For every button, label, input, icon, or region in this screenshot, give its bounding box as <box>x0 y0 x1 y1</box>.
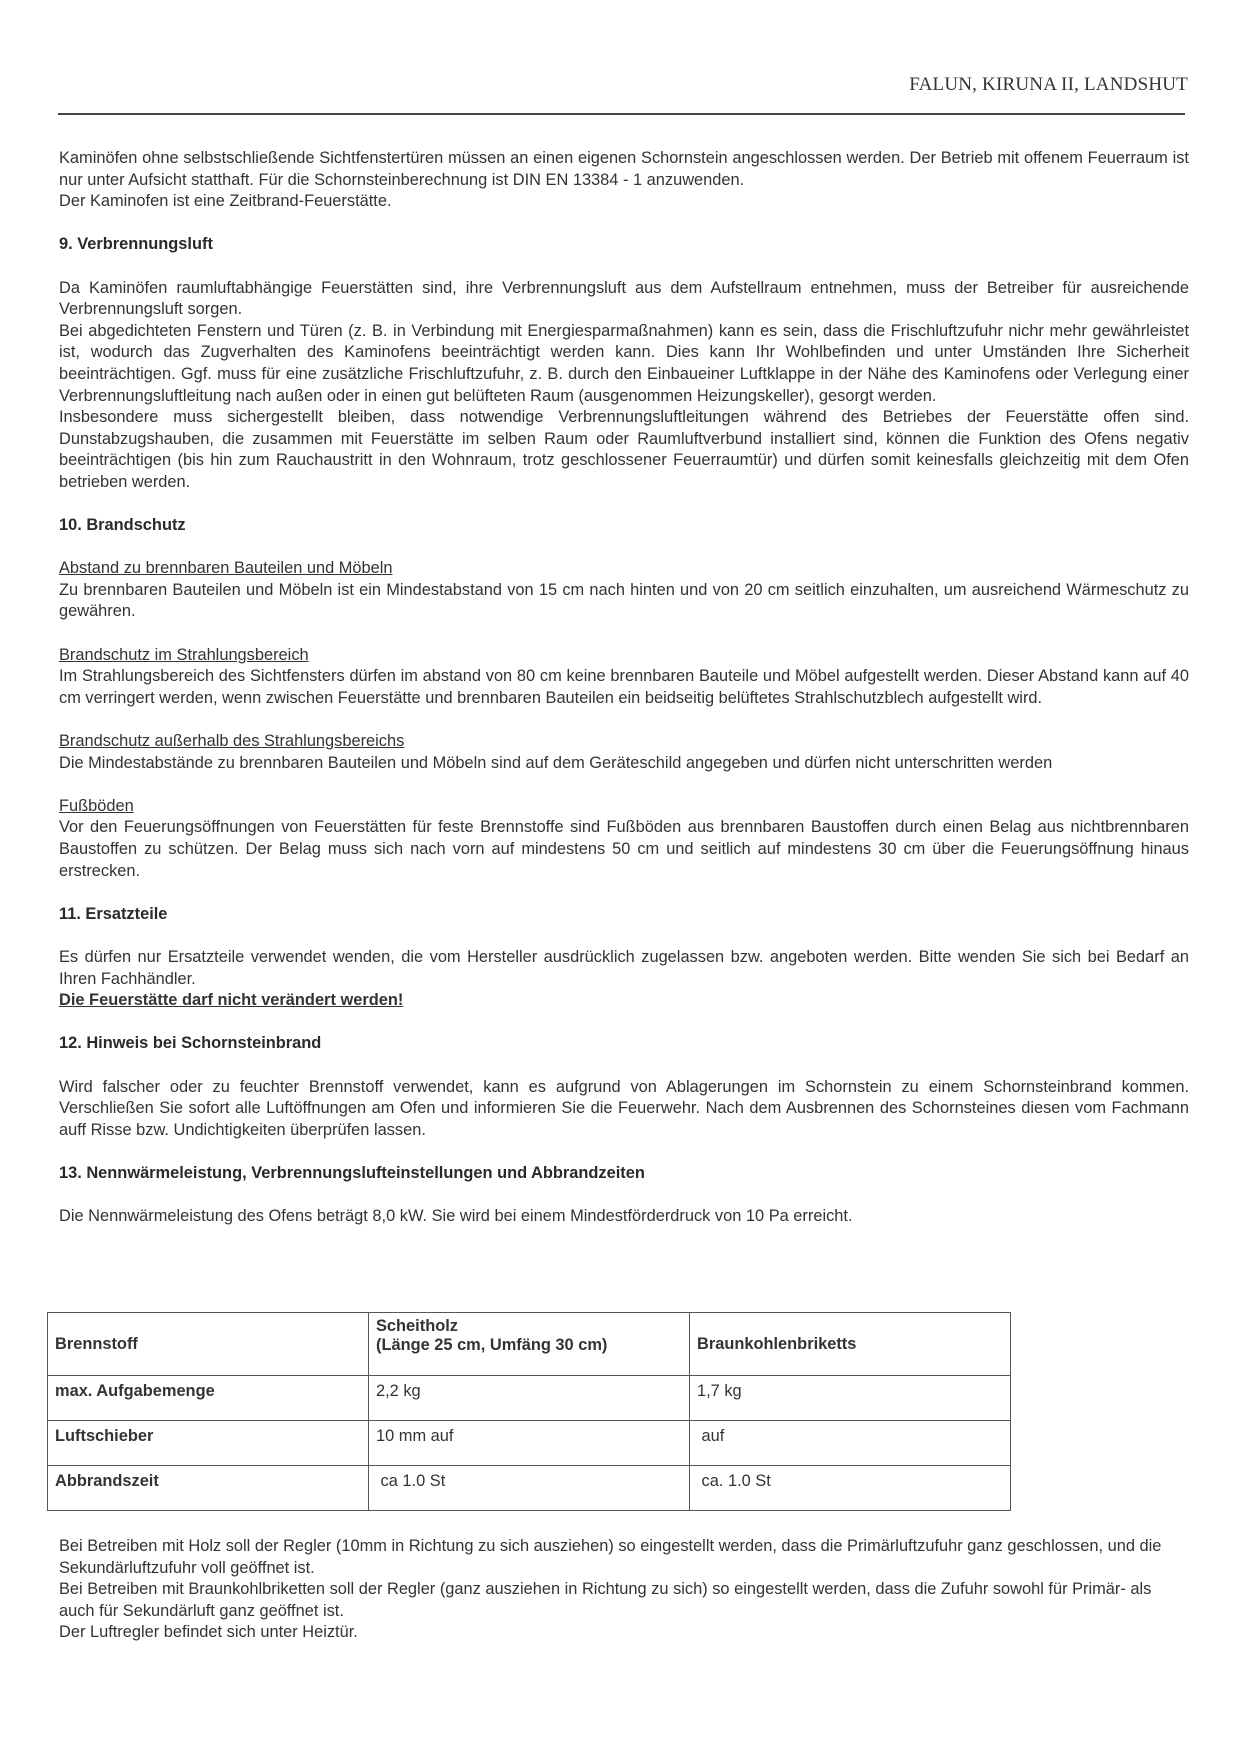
table-header-wood <box>369 1313 690 1376</box>
table-row-label: max. Aufgabemenge <box>48 1376 369 1421</box>
table-row-label: Abbrandszeit <box>48 1466 369 1511</box>
subsection-radiation-text: Im Strahlungsbereich des Sichtfensters dürfen im abstand von 80 cm keine brennbaren Bauteile und Möbel aufgestellt werden. Dieser Abstand kann auf 40 cm verringert werden, wenn zwischen Feuerstätte und brennbaren Bauteilen ein beidseitig belüftetes Strahlschutzblech aufgestellt wird. <box>59 667 1189 707</box>
table-cell-wood: 10 mm auf <box>369 1421 690 1466</box>
briquette-setting-note: Bei Betreiben mit Braunkohlbriketten soll der Regler (ganz ausziehen in Richtung zu sich) so eingestellt werden, dass die Zufuhr sowohl für Primär- als auch für Sekundärluft ganz geöffnet ist. <box>59 1580 1152 1620</box>
section-9-paragraph-2: Bei abgedichteten Fenstern und Türen (z. B. in Verbindung mit Energiesparmaßnahmen) kann es sein, dass die Frischluftzufuhr nichr mehr gewährleistet ist, wodurch das Zugverhalten des Kaminofens beeinträchtigt werden kann. Dies kann Ihr Wohlbefinden und unter Umständen Ihre Sicherheit beeinträchtigen. Ggf. muss für eine zusätzliche Frischluftzufuhr, z. B. durch den Einbaueiner Luftklappe in der Nähe des Kaminofens oder Verlegung einer Verbrennungsluftleitung nach außen oder in einen gut belüfteten Raum (ausgenommen Heizungskeller), gesorgt werden. <box>59 321 1189 405</box>
table-cell-briquettes: ca. 1.0 St <box>690 1466 1011 1511</box>
table-cell-wood: 2,2 kg <box>369 1376 690 1421</box>
document-body <box>59 148 1189 1228</box>
table-row-label: Luftschieber <box>48 1421 369 1466</box>
section-12-heading: 12. Hinweis bei Schornsteinbrand <box>59 1034 322 1053</box>
table-cell-briquettes: 1,7 kg <box>690 1376 1011 1421</box>
table-header-fuel: Brennstoff <box>48 1313 369 1376</box>
section-12-paragraph: Wird falscher oder zu feuchter Brennstoff verwendet, kann es aufgrund von Ablagerungen im Schornstein zu einem Schornsteinbrand kommen. Verschließen Sie sofort alle Luftöffnungen am Ofen und informieren Sie die Feuerwehr. Nach dem Ausbrennen des Schornsteines diesen vom Fachmann auff Risse bzw. Undichtigkeiten überprüfen lassen. <box>59 1077 1189 1139</box>
subsection-distance-heading: Abstand zu brennbaren Bauteilen und Möbeln <box>59 559 393 578</box>
wood-setting-note: Bei Betreiben mit Holz soll der Regler (10mm in Richtung zu sich ausziehen) so eingestellt werden, dass die Primärluftzufuhr ganz geschlossen, und die Sekundärluftzufuhr voll geöffnet ist. <box>59 1537 1162 1577</box>
subsection-floors-text: Vor den Feuerungsöffnungen von Feuerstätten für feste Brennstoffe sind Fußböden aus brennbaren Baustoffen durch einen Belag aus nichtbrennbaren Baustoffen zu schützen. Der Belag muss sich nach vorn auf mindestens 50 cm und seitlich auf mindestens 30 cm über die Feuerungsöffnung hinaus erstrecken. <box>59 818 1189 880</box>
table-header-wood-title: Scheitholz <box>376 1317 458 1335</box>
table-cell-briquettes: auf <box>690 1421 1011 1466</box>
header-divider <box>58 113 1185 115</box>
subsection-floors-heading: Fußböden <box>59 796 134 815</box>
section-11-warning: Die Feuerstätte darf nicht verändert werden! <box>59 991 404 1010</box>
table-header-wood-dimensions: (Länge 25 cm, Umfäng 30 cm) <box>376 1336 608 1354</box>
table-row <box>48 1466 1011 1511</box>
section-11-paragraph: Es dürfen nur Ersatzteile verwendet wenden, die vom Hersteller ausdrücklich zugelassen bzw. angeboten werden. Bitte wenden Sie sich bei Bedarf an Ihren Fachhändler. <box>59 947 1189 988</box>
table-cell-wood: ca 1.0 St <box>369 1466 690 1511</box>
section-11-heading: 11. Ersatzteile <box>59 904 168 923</box>
subsection-distance-text: Zu brennbaren Bauteilen und Möbeln ist ein Mindestabstand von 15 cm nach hinten und von 20 cm seitlich einzuhalten, um ausreichend Wärmeschutz zu gewähren. <box>59 580 1189 621</box>
table-row <box>48 1376 1011 1421</box>
table-header-briquettes: Braunkohlenbriketts <box>690 1313 1011 1376</box>
subsection-radiation-heading: Brandschutz im Strahlungsbereich <box>59 645 309 664</box>
section-10-heading: 10. Brandschutz <box>59 516 186 535</box>
intro-paragraph-2: Der Kaminofen ist eine Zeitbrand-Feuerstätte. <box>59 192 392 211</box>
regulator-location-note: Der Luftregler befindet sich unter Heiztür. <box>59 1623 358 1642</box>
section-9-heading: 9. Verbrennungsluft <box>59 235 213 254</box>
subsection-outside-radiation-heading: Brandschutz außerhalb des Strahlungsbereichs <box>59 732 405 751</box>
subsection-outside-radiation-text: Die Mindestabstände zu brennbaren Bauteilen und Möbeln sind auf dem Geräteschild angegeben und dürfen nicht unterschritten werden <box>59 753 1053 772</box>
section-9-paragraph-1: Da Kaminöfen raumluftabhängige Feuerstätten sind, ihre Verbrennungsluft aus dem Aufstellraum entnehmen, muss der Betreiber für ausreichende Verbrennungsluft sorgen. <box>59 278 1189 319</box>
air-control-notes <box>59 1536 1189 1644</box>
section-13-paragraph: Die Nennwärmeleistung des Ofens beträgt 8,0 kW. Sie wird bei einem Mindestförderdruck von 10 Pa erreicht. <box>59 1207 853 1226</box>
intro-paragraph: Kaminöfen ohne selbstschließende Sichtfenstertüren müssen an einen eigenen Schornstein angeschlossen werden. Der Betrieb mit offenem Feuerraum ist nur unter Aufsicht statthaft. Für die Schornsteinberechnung ist DIN EN 13384 - 1 anzuwenden. <box>59 149 1189 189</box>
table-row <box>48 1421 1011 1466</box>
table-header-row <box>48 1313 1011 1376</box>
page-header-title: FALUN, KIRUNA II, LANDSHUT <box>909 74 1188 95</box>
fuel-specs-table <box>47 1312 1011 1511</box>
section-13-heading: 13. Nennwärmeleistung, Verbrennungslufteinstellungen und Abbrandzeiten <box>59 1163 645 1182</box>
section-9-paragraph-3: Insbesondere muss sichergestellt bleiben, dass notwendige Verbrennungsluftleitungen während des Betriebes der Feuerstätte offen sind. Dunstabzugshauben, die zusammen mit Feuerstätte im selben Raum oder Raumluftverbund installiert sind, können die Funktion des Ofens negativ beeinträchtigen (bis hin zum Rauchaustritt in den Wohnraum, trotz geschlossener Feuerraumtür) und dürfen somit keinesfalls gleichzeitig mit dem Ofen betrieben werden. <box>59 408 1189 491</box>
